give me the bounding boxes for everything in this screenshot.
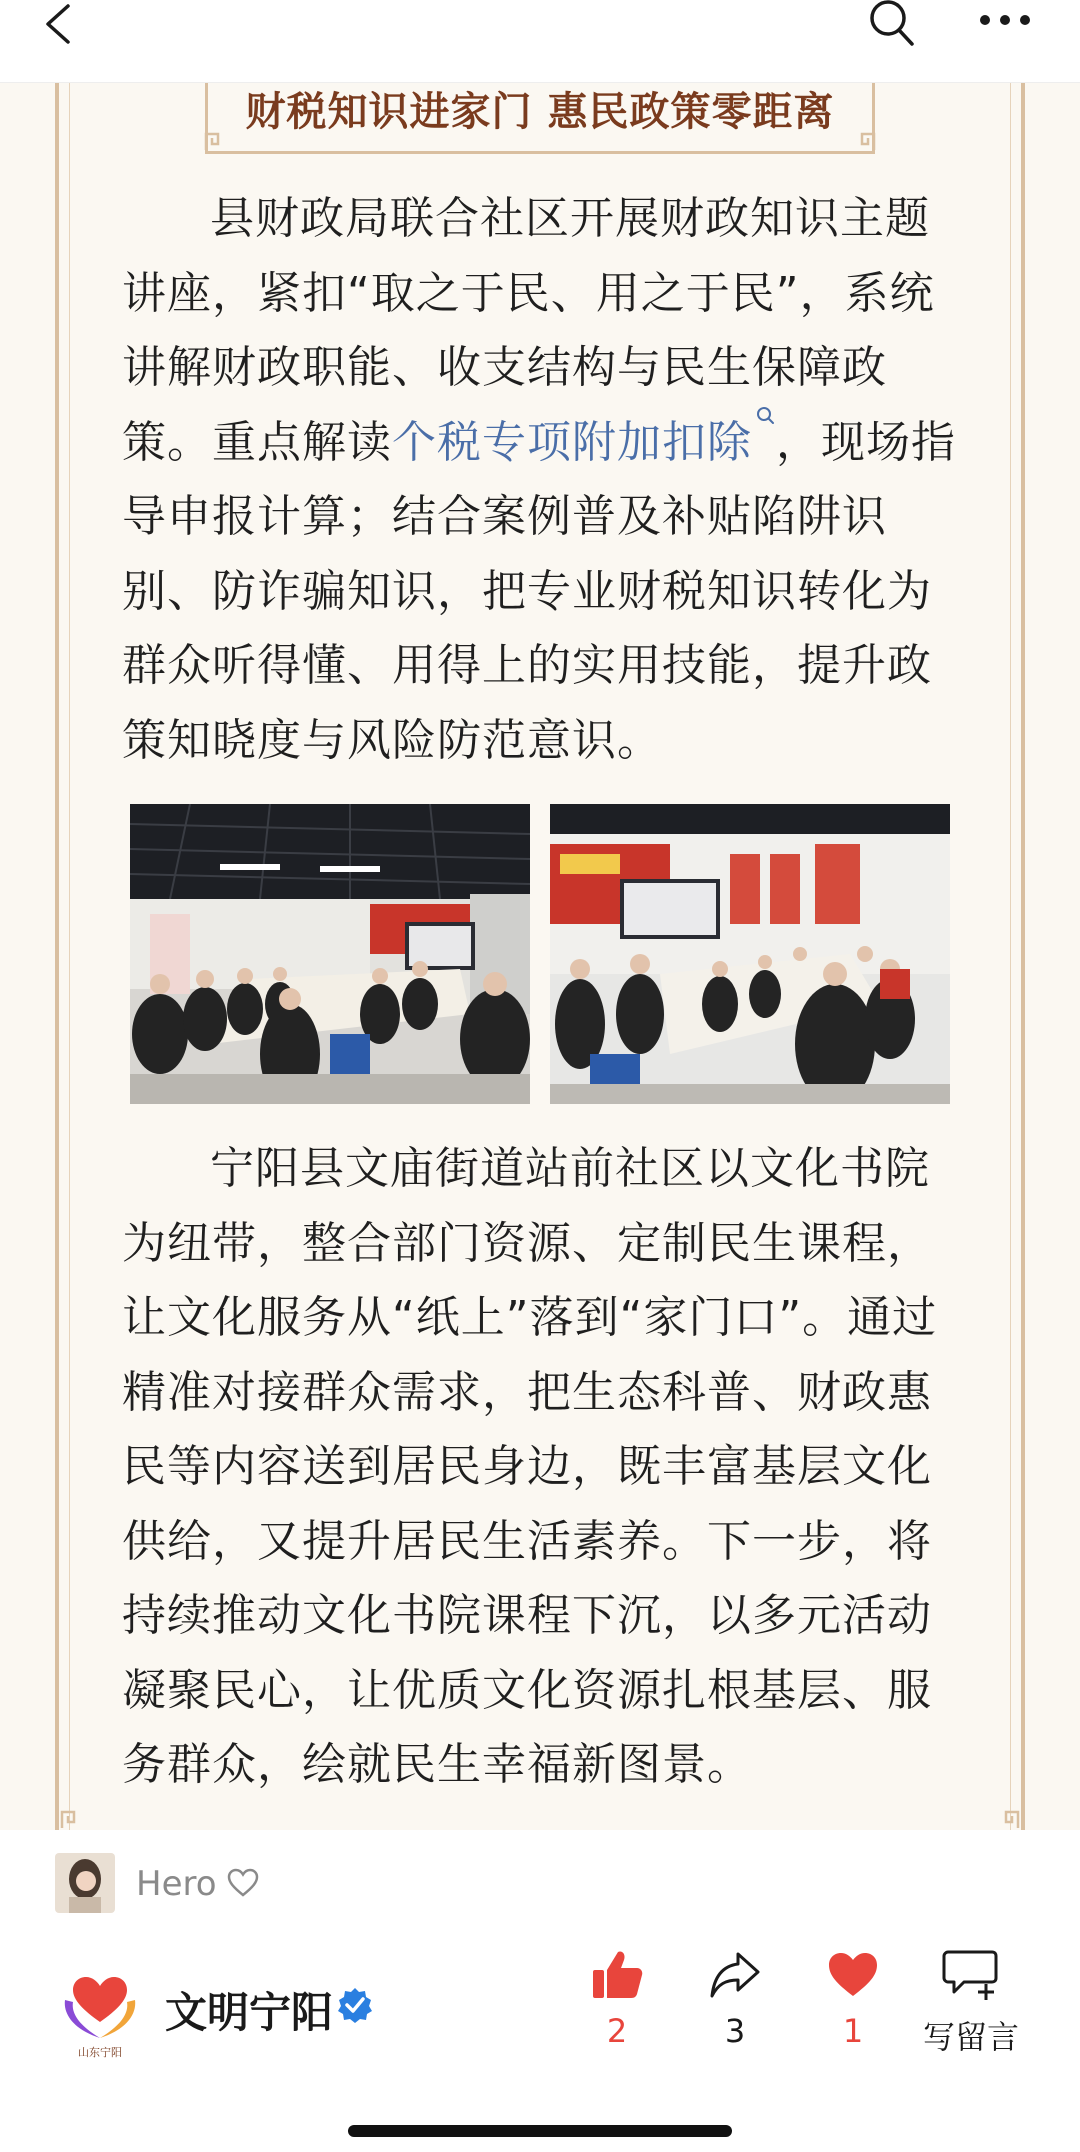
- frame-corner-ornament-icon: [994, 1804, 1020, 1830]
- frame-corner-ornament-icon: [60, 1804, 86, 1830]
- heart-hands-logo-icon: [55, 1960, 145, 2060]
- search-button[interactable]: [866, 0, 918, 52]
- account-logo[interactable]: [55, 1960, 145, 2060]
- frame-corner-ornament-icon: [850, 126, 876, 152]
- lecture-photo-image: [550, 804, 950, 1104]
- share-count: 3: [724, 2012, 746, 2050]
- article-content: [0, 82, 1080, 1830]
- svg-text:山东宁阳: 山东宁阳: [78, 2047, 122, 2059]
- lecture-photo-2[interactable]: [550, 804, 950, 1104]
- article-paragraph-2: 宁阳县文庙街道站前社区以文化书院为纽带，整合部门资源、定制民生课程，让文化服务从“纸上”落到“家门口”。通过精准对接群众需求，把生态科普、财政惠民等内容送到居民身边，既丰富基层文化供给，又提升居民生活素养。下一步，将持续推动文化书院课程下沉，以多元活动凝聚民心，让优质文化资源扎根基层、服务群众，绘就民生幸福新图景。: [122, 1143, 938, 1790]
- author-name[interactable]: Hero: [136, 1864, 217, 1904]
- paragraph-text: 县财政局联合社区开展财政知识主题讲座，紧扣“取之于民、用之于民”，系统讲解财政职能、收支结构与民生保障政策。重点解读: [122, 193, 935, 468]
- follow-heart-button[interactable]: [227, 1868, 259, 1898]
- lecture-photo-image: [130, 804, 530, 1104]
- heart-outline-icon: [227, 1868, 259, 1898]
- like-button[interactable]: [562, 1948, 672, 2050]
- home-indicator[interactable]: [348, 2125, 732, 2137]
- write-comment-button[interactable]: [916, 1948, 1026, 2058]
- chevron-left-icon: [38, 2, 82, 46]
- write-comment-label: 写留言: [922, 2018, 1019, 2056]
- favorite-count: 1: [842, 2012, 864, 2050]
- more-button[interactable]: [975, 6, 1035, 36]
- author-avatar[interactable]: [55, 1853, 115, 1913]
- author-row: [0, 1830, 1080, 1940]
- back-button[interactable]: [38, 2, 82, 46]
- frame-corner-ornament-icon: [204, 126, 230, 152]
- account-name[interactable]: 文明宁阳: [165, 1988, 334, 2037]
- share-button[interactable]: [680, 1948, 790, 2050]
- article-title-box: [205, 82, 875, 154]
- verified-badge-icon: [336, 1986, 374, 2024]
- search-icon: [866, 0, 918, 52]
- like-count: 2: [606, 2012, 628, 2050]
- bottom-action-bar: [0, 1940, 1080, 2152]
- article-paragraph-1: [122, 182, 962, 778]
- keyword-search-link[interactable]: 个税专项附加扣除: [392, 417, 776, 468]
- search-icon: [756, 406, 776, 428]
- thumbs-up-icon: [590, 1948, 644, 2002]
- more-dots-icon: [975, 6, 1035, 36]
- article-title: 财税知识进家门 惠民政策零距离: [245, 89, 835, 135]
- paragraph-text: ，现场指导申报计算；结合案例普及补贴陷阱识别、防诈骗知识，把专业财税知识转化为群众听得懂、用得上的实用技能，提升政策知晓度与风险防范意识。: [122, 416, 956, 766]
- share-arrow-icon: [708, 1948, 762, 2002]
- lecture-photo-1[interactable]: [130, 804, 530, 1104]
- favorite-button[interactable]: [798, 1948, 908, 2050]
- comment-add-icon: [942, 1948, 1000, 2002]
- top-nav-bar: [0, 0, 1080, 83]
- avatar-image: [55, 1853, 115, 1913]
- heart-filled-icon: [826, 1948, 880, 2002]
